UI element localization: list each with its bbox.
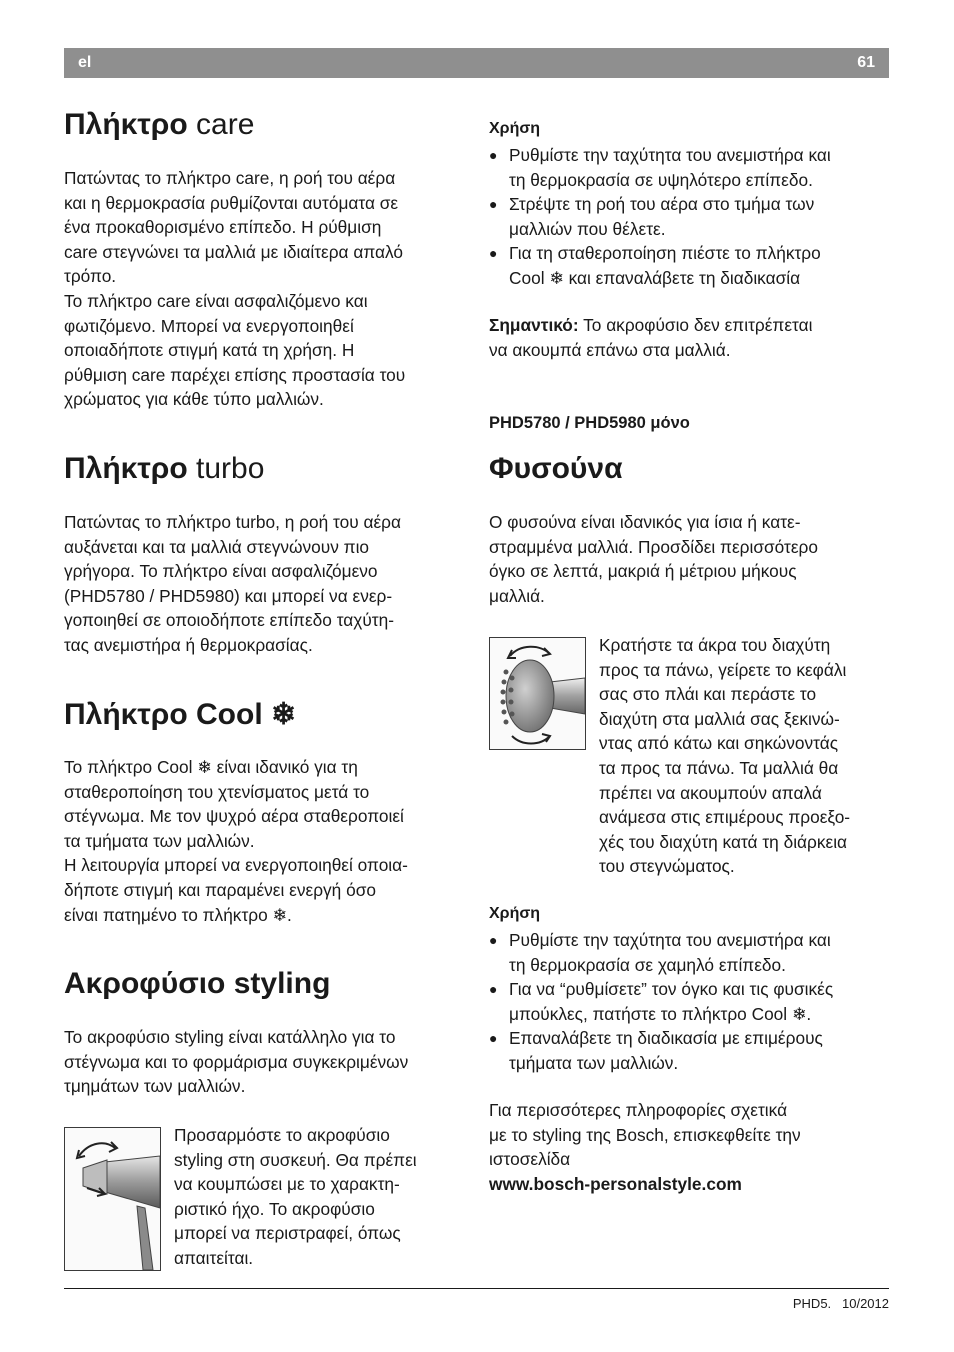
cool-text: Το πλήκτρο Cool ❄ είναι ιδανικό για τη σταθεροποίηση του χτενίσματος μετά το στέγνωμα. Με τον ψυχρό αέρα σταθεροποιεί τα τμήματα των μαλλιών. Η λειτουργία μπορεί να ενεργοποιηθεί οποια- δήποτε στιγμή και παραμένει ενεργή όσο είναι πατημένο το πλήκτρο ❄. bbox=[64, 757, 408, 925]
care-title: Πλήκτρο care bbox=[64, 108, 255, 141]
turbo-title: Πλήκτρο turbo bbox=[64, 452, 265, 485]
footer-model-date: PHD5. 10/2012 bbox=[792, 1296, 889, 1311]
diffuser-illustration bbox=[489, 637, 586, 750]
list-item: ● Επαναλάβετε τη διαδικασία με επιμέρους τμήματα των μαλλιών. bbox=[489, 1026, 889, 1075]
care-text: Πατώντας το πλήκτρο care, η ροή του αέρα και η θερμοκρασία ρυθμίζονται αυτόματα σε ένα προκαθορισμένο επίπεδο. Η ρύθμιση care στεγνώνει τα μαλλιά με ιδιαίτερα απαλό τρόπο. Το πλήκτρο care είναι ασφαλιζόμενο και φωτιζόμενο. Μπορεί να ενεργοποιηθεί οποιαδήποτε στιγμή κατά τη χρήση. Η ρύθμιση care παρέχει επίσης προστασία του χρώματος για κάθε τύπο μαλλιών. bbox=[64, 168, 406, 410]
list-item: ● Για τη σταθεροποίηση πιέστε το πλήκτρο Cool ❄ και επαναλάβετε τη διαδικασία bbox=[489, 241, 889, 290]
usage-heading-2: Χρήση bbox=[489, 905, 541, 922]
header-bar bbox=[64, 48, 889, 78]
styling-fig-text: Προσαρμόστε το ακροφύσιο styling στη συσκευή. Θα πρέπει να κουμπώσει με το χαρακτη- ριστικό ήχο. Το ακροφύσιο μπορεί να περιστραφεί, όπως απαιτείται. bbox=[174, 1125, 417, 1268]
page-number: 61 bbox=[857, 54, 875, 71]
diffuser-fig-text: Κρατήστε τα άκρα του διαχύτη προς τα πάνω, γείρετε το κεφάλι σας στο πλάι και περάστε το διαχύτη στα μαλλιά σας ξεκινώ- ντας από κάτω και σηκώνοντάς τα προς τα πάνω. Τα μαλλιά θα πρέπει να ακουμπούν απαλά ανάμεσα στις επιμέρους προεξο- χές του διαχύτη κατά τη διάρκεια του στεγνώματος. bbox=[599, 635, 851, 877]
usage-heading-1: Χρήση bbox=[489, 120, 541, 137]
styling-nozzle-illustration bbox=[64, 1127, 161, 1271]
more-info-text: Για περισσότερες πληροφορίες σχετικά με το styling της Bosch, επισκεφθείτε την ιστοσελίδα www.bosch-personalstyle.com bbox=[489, 1098, 889, 1196]
list-item: ● Ρυθμίστε την ταχύτητα του ανεμιστήρα και τη θερμοκρασία σε χαμηλό επίπεδο. bbox=[489, 928, 889, 977]
hairdryer-nozzle-icon bbox=[65, 1128, 160, 1270]
diffuser-icon bbox=[490, 638, 585, 749]
cool-title: Πλήκτρο Cool ❄ bbox=[64, 698, 297, 731]
styling-text: Το ακροφύσιο styling είναι κατάλληλο για το στέγνωμα και το φορμάρισμα συγκεκριμένων τμημάτων των μαλλιών. bbox=[64, 1027, 409, 1097]
bosch-website-link[interactable]: www.bosch-personalstyle.com bbox=[489, 1173, 742, 1194]
list-item: ● Ρυθμίστε την ταχύτητα του ανεμιστήρα και τη θερμοκρασία σε υψηλότερο επίπεδο. bbox=[489, 143, 889, 192]
diffuser-text: Ο φυσούνα είναι ιδανικός για ίσια ή κατε- στραμμένα μαλλιά. Προσδίδει περισσότερο όγκο σε λεπτά, μακριά ή μέτριου μήκους μαλλιά. bbox=[489, 512, 819, 606]
list-item: ● Για να “ρυθμίσετε” τον όγκο και τις φυσικές μπούκλες, πατήστε το πλήκτρο Cool ❄. bbox=[489, 977, 889, 1026]
list-item: ● Στρέψτε τη ροή του αέρα στο τμήμα των μαλλιών που θέλετε. bbox=[489, 192, 889, 241]
important-label: Σημαντικό: bbox=[489, 315, 579, 335]
styling-title: Ακροφύσιο styling bbox=[64, 967, 331, 1000]
important-note: Σημαντικό: Το ακροφύσιο δεν επιτρέπεται να ακουμπά επάνω στα μαλλιά. bbox=[489, 315, 813, 360]
diffuser-title: Φυσούνα bbox=[489, 452, 623, 485]
usage-list-1 bbox=[489, 143, 889, 291]
usage-list-2 bbox=[489, 928, 889, 1076]
language-code: el bbox=[78, 54, 92, 71]
turbo-text: Πατώντας το πλήκτρο turbo, η ροή του αέρα αυξάνεται και τα μαλλιά στεγνώνουν πιο γρήγορα. Το πλήκτρο είναι ασφαλιζόμενο (PHD5780 / PHD5980) και μπορεί να ενερ- γοποιηθεί σε οποιοδήποτε επίπεδο ταχύτη- τας ανεμιστήρα ή θερμοκρασίας. bbox=[64, 512, 401, 655]
footer-divider bbox=[64, 1288, 889, 1289]
model-note: PHD5780 / PHD5980 μόνο bbox=[489, 414, 690, 432]
